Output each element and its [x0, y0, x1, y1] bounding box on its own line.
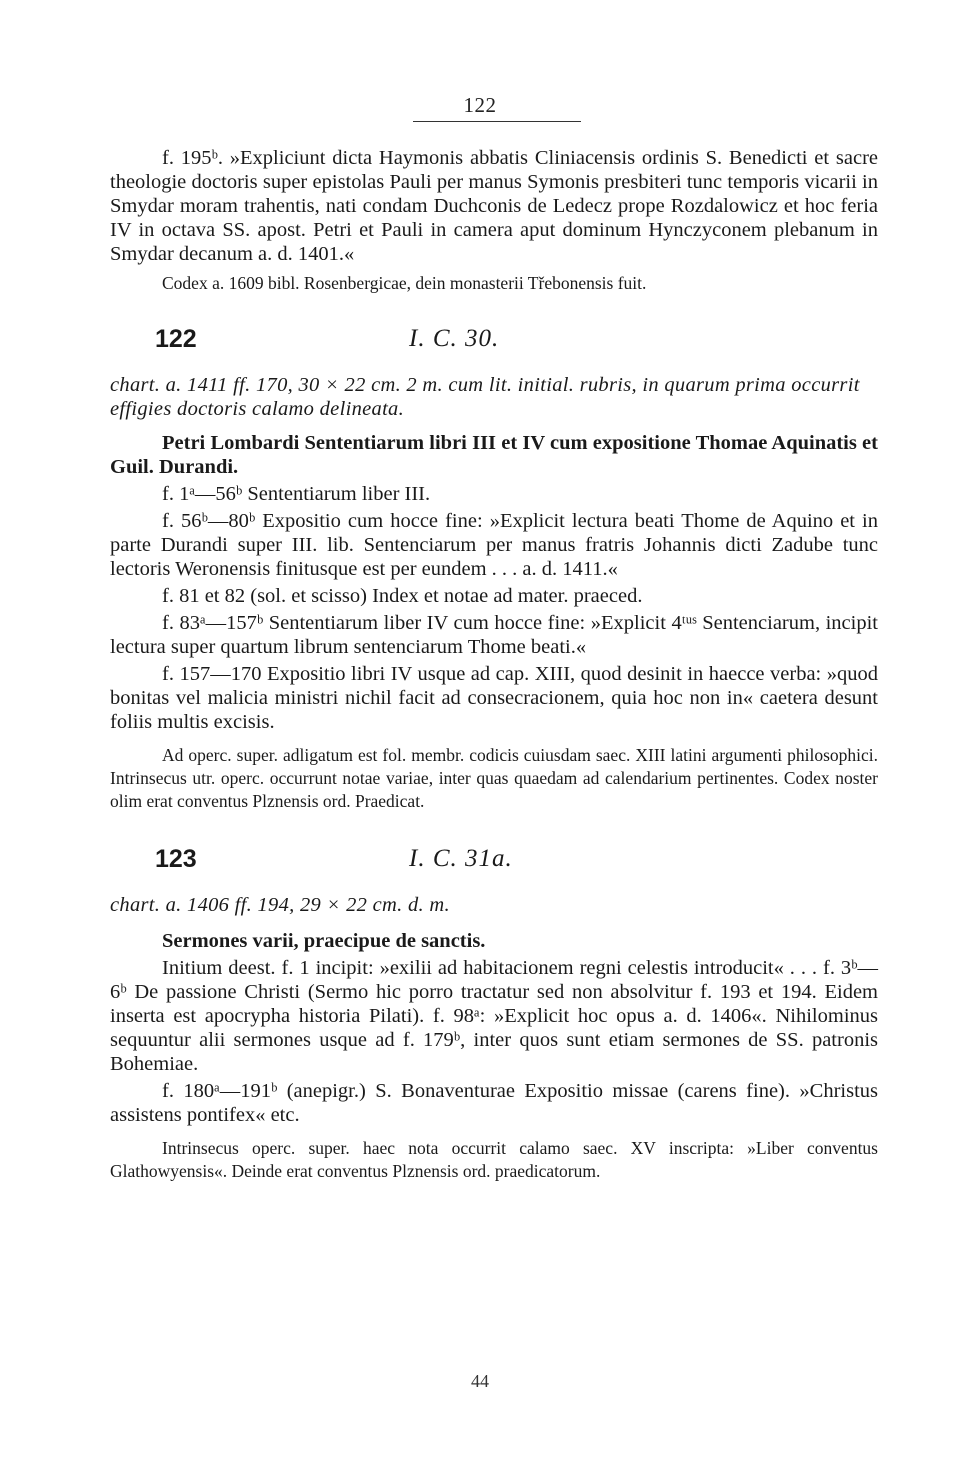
prev-entry-text: f. 195ᵇ. »Expliciunt dicta Haymonis abbatis Cliniacensis ordinis S. Benedicti et sacre theologie doctoris super epistolas Pauli per manus Symonis presbiteri tunc temporis vicarii in Smydar moram trahentis, nati condam Duchconis de Ledecz prope Rozdalowicz et hoc feria IV in octava SS. apost. Petri et Pauli in camera aput dominum Hynczyconem plebanum in Smydar decanum a. d. 1401.«	[110, 147, 878, 265]
entry-122-content-4: f. 83ᵃ—157ᵇ Sententiarum liber IV cum hocce fine: »Explicit 4ᵗᵘˢ Sentenciarum, incipit lectura super quartum librum sentenciarum Thome beati.«	[110, 612, 878, 658]
entry-122-title: Petri Lombardi Sententiarum libri III et IV cum expositione Thomae Aquinatis et Guil. Durandi.	[110, 432, 878, 478]
entry-123-heading	[110, 845, 878, 885]
entry-number: 123	[155, 845, 197, 873]
shelf-signature: I. C. 31a.	[409, 845, 513, 872]
entry-123-title: Sermones varii, praecipue de sanctis.	[162, 930, 486, 952]
shelf-signature: I. C. 30.	[409, 325, 500, 352]
entry-122-content-1: f. 1ᵃ—56ᵇ Sententiarum liber III.	[162, 483, 431, 505]
signature-mark: 44	[471, 1371, 489, 1391]
prev-entry-note: Codex a. 1609 bibl. Rosenbergicae, dein monasterii Třebonensis fuit.	[162, 273, 647, 293]
entry-122-heading	[110, 325, 878, 365]
entry-123-content-1: Initium deest. f. 1 incipit: »exilii ad habitacionem regni celestis introducit« . . . f. 3ᵇ—6ᵇ De passione Christi (Sermo hic porro tractatur sed non absolvitur f. 193 et 194. Eidem inserta est apocrypha historia Pilati). f. 98ᵃ: »Explicit hoc opus a. d. 1406«. Nihilominus sequuntur alii sermones usque ad f. 179ᵇ, inter quos sunt etiam sermones de SS. patronis Bohemiae.	[110, 957, 878, 1075]
entry-122-content-3: f. 81 et 82 (sol. et scisso) Index et notae ad mater. praeced.	[162, 585, 643, 607]
entry-122-content-5: f. 157—170 Expositio libri IV usque ad cap. XIII, quod desinit in haecce verba: »quod bonitas vel malicia ministri nichil facit ad consecracionem, quia hoc non in« caetera desunt foliis multis excisis.	[110, 663, 878, 733]
entry-123-content-2: f. 180ᵃ—191ᵇ (anepigr.) S. Bonaventurae Expositio missae (carens fine). »Christus assistens pontifex« etc.	[110, 1080, 878, 1126]
entry-123-description: chart. a. 1406 ff. 194, 29 × 22 cm. d. m.	[110, 894, 450, 916]
entry-122-description: chart. a. 1411 ff. 170, 30 × 22 cm. 2 m. cum lit. initial. rubris, in quarum prima occurrit effigies doctoris calamo delineata.	[110, 374, 860, 420]
page-content	[110, 146, 878, 1183]
entry-122-note: Ad operc. super. adligatum est fol. membr. codicis cuiusdam saec. XIII latini argumenti philosophici. Intrinsecus utr. operc. occurrunt notae variae, inter quas quaedam ad calendarium pertinentes. Codex noster olim erat conventus Plznensis ord. Praedicat.	[110, 745, 878, 811]
entry-number: 122	[155, 325, 197, 353]
entry-123-note: Intrinsecus operc. super. haec nota occurrit calamo saec. XV inscripta: »Liber conventus Glathowyensis«. Deinde erat conventus Plznensis ord. praedicatorum.	[110, 1138, 878, 1181]
page-number: 122	[463, 93, 497, 117]
header-rule	[413, 121, 581, 122]
entry-122-content-2: f. 56ᵇ—80ᵇ Expositio cum hocce fine: »Explicit lectura beati Thome de Aquino et in parte Durandi super III. lib. Sentenciarum per manus fratris Johannis dicti Zadube tunc lectoris Weronensis finitusque est per eundem . . . a. d. 1411.«	[110, 510, 878, 580]
